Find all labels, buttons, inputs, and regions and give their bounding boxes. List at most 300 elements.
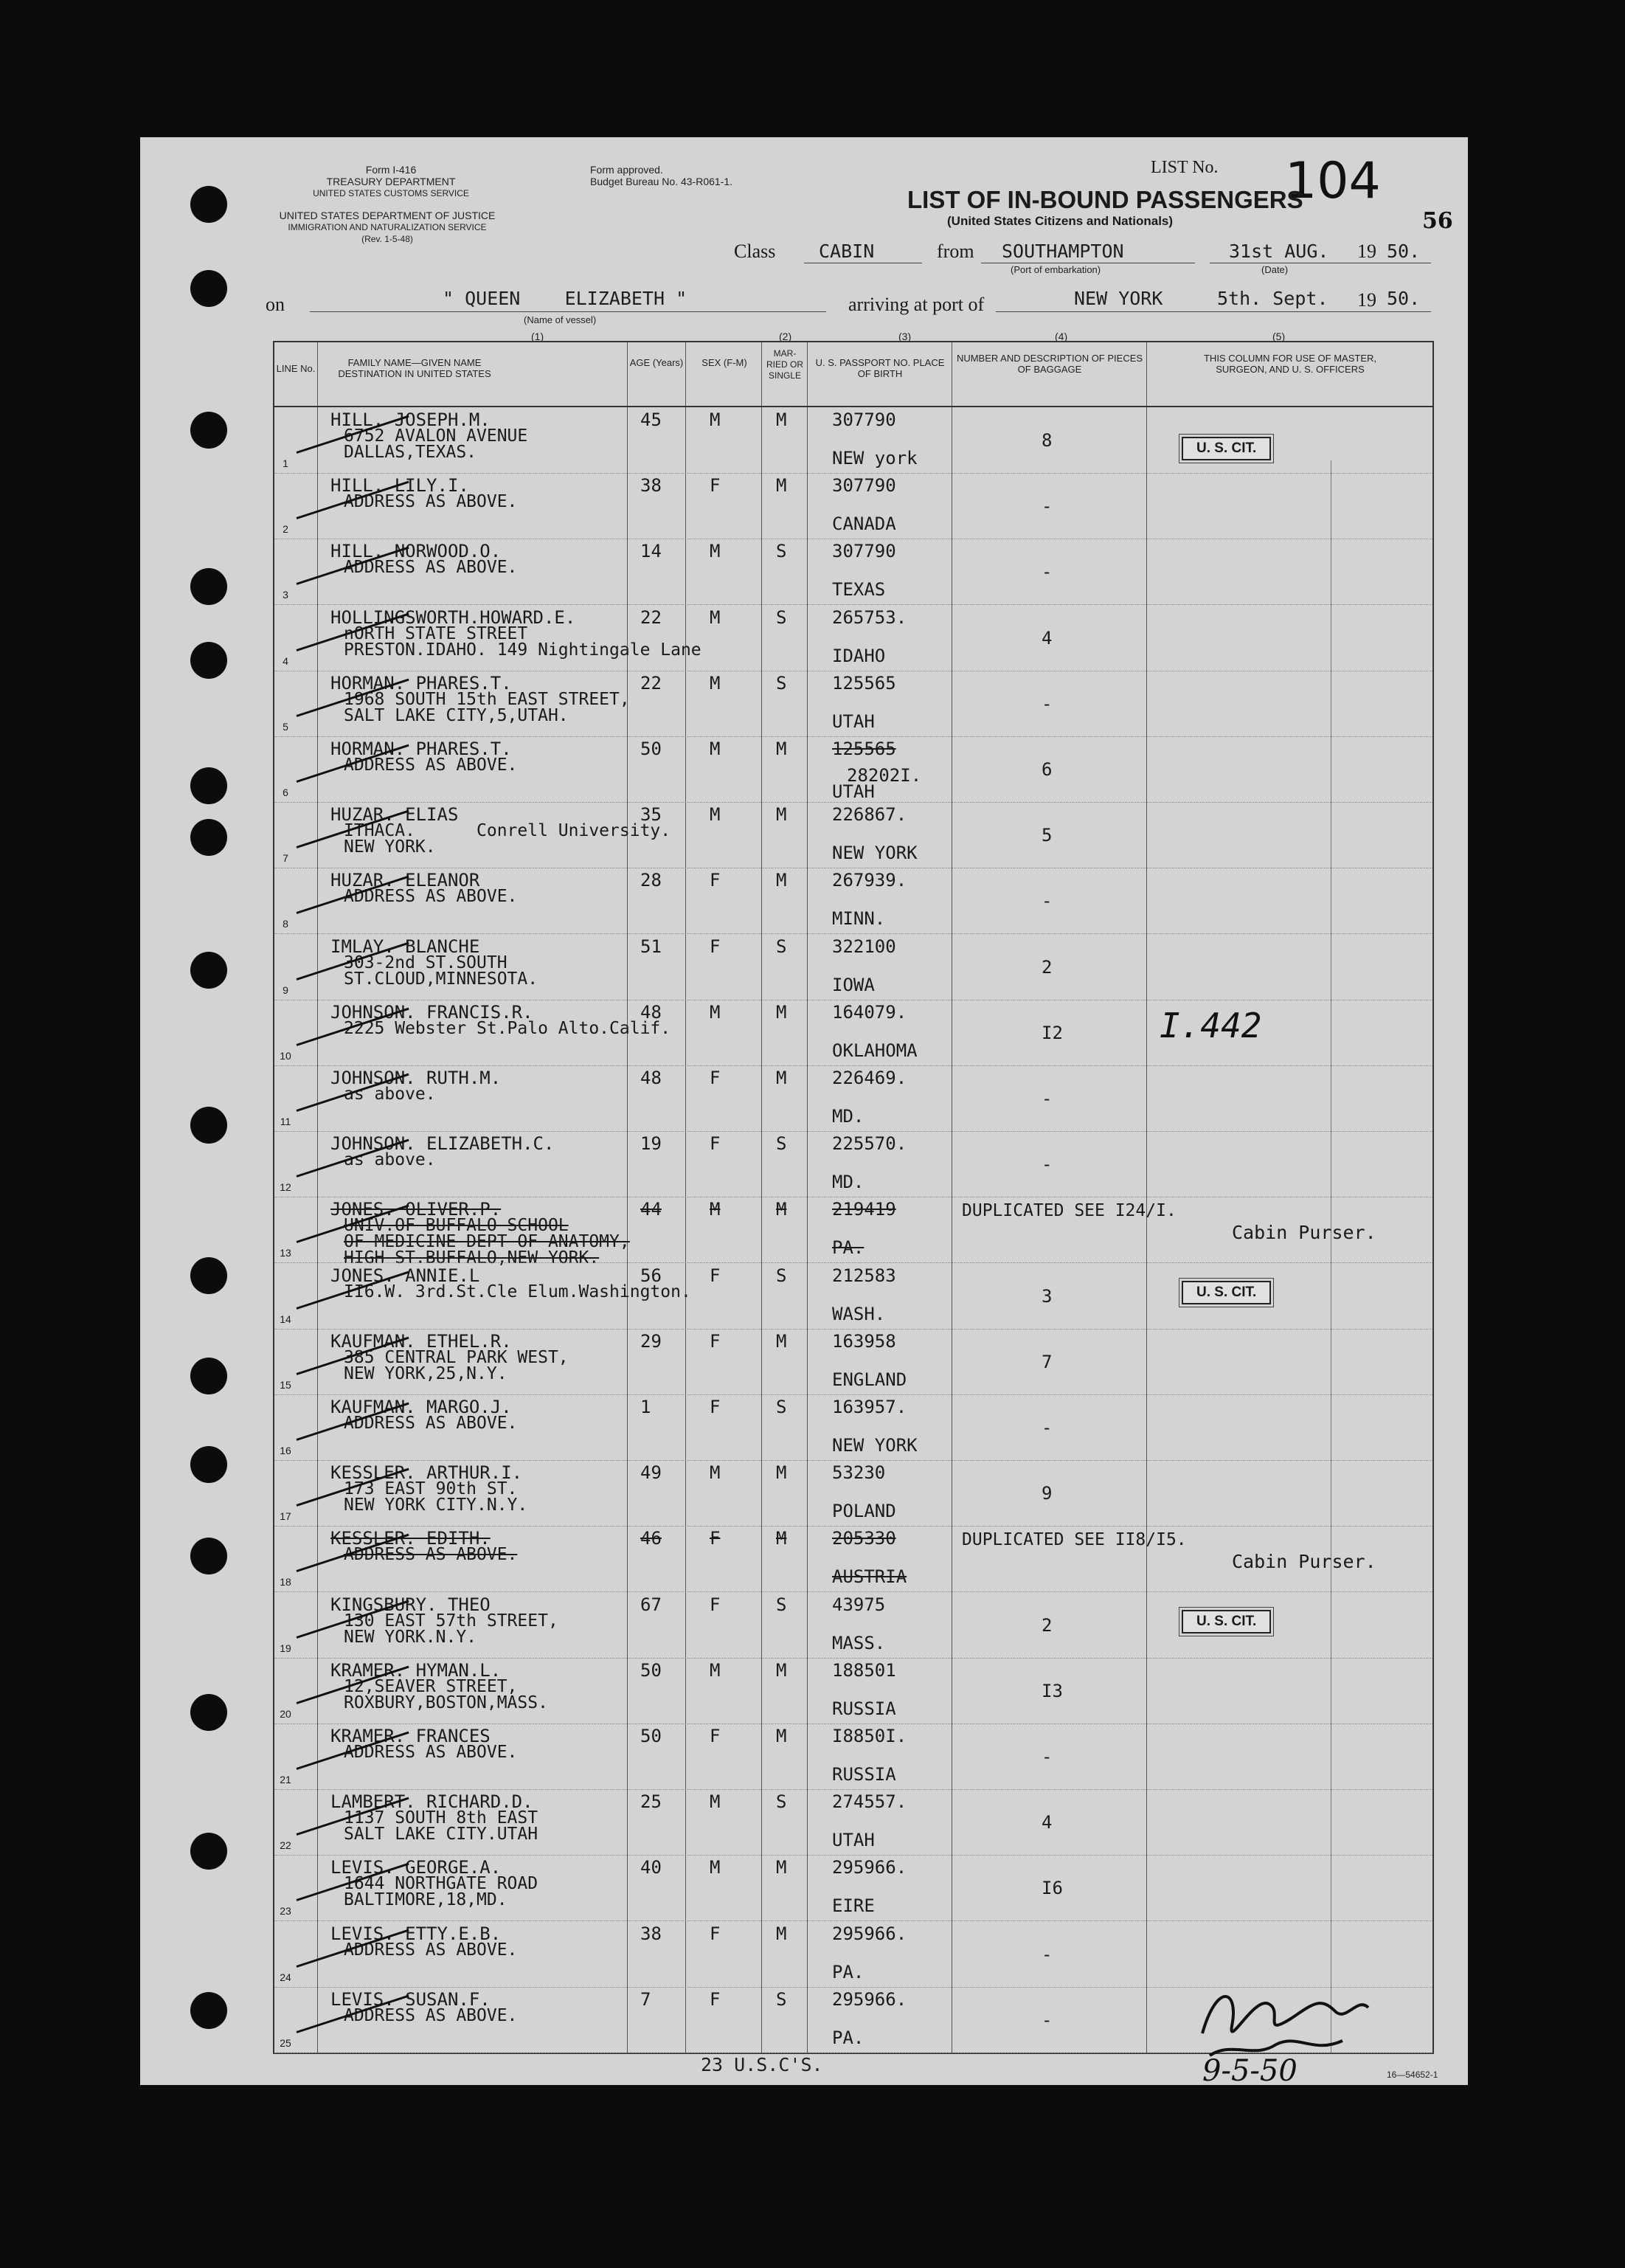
- marital-status: M: [776, 804, 787, 826]
- birth-place: MASS.: [832, 1632, 886, 1653]
- sex-value: F: [710, 870, 721, 891]
- marital-status: M: [776, 870, 787, 891]
- passenger-name: HOLLINGSWORTH.HOWARD.E.: [330, 606, 576, 628]
- sex-value: F: [710, 1923, 721, 1944]
- sex-value: F: [710, 475, 721, 497]
- line-number: 13: [280, 1247, 291, 1259]
- col-num-4: (4): [1055, 331, 1068, 342]
- punch-hole: [190, 1107, 227, 1144]
- passport-number: 322100: [832, 936, 896, 957]
- age-value: 50: [640, 739, 662, 759]
- passport-number: 307790: [832, 475, 896, 497]
- age-value: 35: [640, 804, 662, 826]
- line-number: 5: [283, 720, 288, 733]
- marital-status: S: [776, 1397, 787, 1417]
- destination-address: UNIV.OF BUFFALO SCHOOL OF MEDICINE DEPT OF ANATOMY, HIGH ST.BUFFALO,NEW YORK.: [344, 1216, 630, 1268]
- line-number: 19: [280, 1642, 291, 1654]
- baggage-count: -: [1042, 891, 1053, 912]
- sex-value: F: [710, 1265, 721, 1286]
- sex-value: M: [710, 541, 721, 562]
- passenger-name: KAUFMAN. ETHEL.R.: [330, 1330, 512, 1352]
- passport-number: 226469.: [832, 1068, 907, 1088]
- passenger-table: [273, 341, 1434, 2054]
- table-row: [274, 934, 1432, 1000]
- class-value: CABIN: [819, 241, 875, 262]
- sex-value: M: [710, 1791, 721, 1813]
- passenger-name: KESSLER. EDITH.: [330, 1528, 491, 1549]
- punch-hole: [190, 1257, 227, 1294]
- baggage-count: 8: [1042, 430, 1053, 451]
- table-row: [274, 1263, 1432, 1330]
- line-number: 12: [280, 1181, 291, 1194]
- passport-number: 307790: [832, 409, 896, 430]
- age-value: 14: [640, 541, 662, 562]
- passenger-name: IMLAY. BLANCHE: [330, 936, 480, 957]
- sex-value: F: [710, 1068, 721, 1088]
- passport-number: 163958: [832, 1330, 896, 1352]
- birth-place: RUSSIA: [832, 1764, 896, 1785]
- passport-number: 265753.: [832, 606, 907, 628]
- destination-address: ITHACA. Conrell University. NEW YORK.: [344, 821, 671, 857]
- marital-status: S: [776, 1265, 787, 1286]
- table-row: [274, 1592, 1432, 1659]
- punch-hole: [190, 1992, 227, 2029]
- passenger-name: KRAMER. HYMAN.L.: [330, 1659, 502, 1681]
- sex-value: F: [710, 1528, 721, 1549]
- age-value: 22: [640, 606, 662, 628]
- punch-hole: [190, 1538, 227, 1574]
- list-no-label: LIST No.: [1151, 158, 1219, 177]
- arrival-year-prefix: 19: [1357, 289, 1376, 311]
- age-value: 38: [640, 1923, 662, 1944]
- vessel-underline: [310, 311, 826, 312]
- punch-hole: [190, 1446, 227, 1483]
- passenger-name: KESSLER. ARTHUR.I.: [330, 1462, 523, 1484]
- passport-number: 274557.: [832, 1791, 907, 1813]
- us-citizen-stamp: U. S. CIT.: [1182, 1610, 1271, 1633]
- destination-address: 385 CENTRAL PARK WEST, NEW YORK,25,N.Y.: [344, 1347, 569, 1383]
- sex-value: F: [710, 1397, 721, 1417]
- sex-value: F: [710, 1133, 721, 1155]
- birth-place: UTAH: [832, 711, 875, 732]
- passenger-name: HORMAN. PHARES.T.: [330, 672, 512, 694]
- age-value: 67: [640, 1594, 662, 1615]
- destination-address: 130 EAST 57th STREET, NEW YORK.N.Y.: [344, 1611, 558, 1647]
- destination-address: ADDRESS AS ABOVE.: [344, 1940, 518, 1960]
- table-row: [274, 736, 1432, 803]
- col-name: FAMILY NAME—GIVEN NAME DESTINATION IN UNITED STATES: [338, 357, 491, 379]
- age-value: 56: [640, 1265, 662, 1286]
- vessel-name: " QUEEN ELIZABETH ": [443, 288, 687, 309]
- baggage-count: 3: [1042, 1285, 1053, 1307]
- marital-status: M: [776, 1857, 787, 1878]
- age-value: 25: [640, 1791, 662, 1813]
- sex-value: M: [710, 606, 721, 628]
- passport-number: 205330: [832, 1528, 896, 1549]
- passenger-name: HILL. NORWOOD.O.: [330, 541, 502, 562]
- marital-status: M: [776, 1001, 787, 1023]
- sex-value: M: [710, 739, 721, 759]
- passport-number: 267939.: [832, 870, 907, 891]
- passenger-name: KRAMER. FRANCES: [330, 1726, 491, 1746]
- baggage-count: I2: [1042, 1022, 1063, 1043]
- age-value: 29: [640, 1330, 662, 1352]
- line-number: 15: [280, 1378, 291, 1391]
- marital-status: M: [776, 739, 787, 759]
- marital-status: S: [776, 1133, 787, 1155]
- age-value: 38: [640, 475, 662, 497]
- passenger-name: LEVIS. GEORGE.A.: [330, 1857, 502, 1878]
- punch-hole: [190, 819, 227, 856]
- from-value: SOUTHAMPTON: [1002, 241, 1124, 262]
- col-officers: THIS COLUMN FOR USE OF MASTER, SURGEON, AND U. S. OFFICERS: [1203, 353, 1376, 375]
- birth-place: CANADA: [832, 514, 896, 535]
- sex-value: F: [710, 1726, 721, 1746]
- sex-value: M: [710, 804, 721, 826]
- page-title: LIST OF IN-BOUND PASSENGERS: [907, 186, 1303, 213]
- passenger-name: KINGSBURY. THEO: [330, 1594, 491, 1615]
- col-sex: SEX (F-M): [701, 357, 747, 368]
- age-value: 48: [640, 1068, 662, 1088]
- passenger-name: HORMAN. PHARES.T.: [330, 739, 512, 759]
- col-num-5: (5): [1272, 331, 1286, 342]
- year-prefix: 19: [1357, 241, 1376, 262]
- line-number: 7: [283, 852, 288, 865]
- age-value: 1: [640, 1397, 651, 1417]
- table-row: [274, 1000, 1432, 1066]
- age-value: 50: [640, 1659, 662, 1681]
- officer-annotation: I.442: [1160, 1005, 1262, 1045]
- birth-place: UTAH: [832, 1830, 875, 1851]
- on-label: on: [266, 294, 285, 315]
- birth-place: ENGLAND: [832, 1369, 907, 1390]
- passport-number: 225570.: [832, 1133, 907, 1155]
- port-embarkation-caption: (Port of embarkation): [1011, 264, 1101, 275]
- line-number: 4: [283, 654, 288, 667]
- departure-date: 31st AUG.: [1229, 241, 1329, 262]
- marital-status: M: [776, 475, 787, 497]
- destination-address: as above.: [344, 1150, 436, 1170]
- marital-status: S: [776, 541, 787, 562]
- table-row: [274, 1526, 1432, 1592]
- baggage-count: -: [1042, 496, 1053, 517]
- passport-number: I8850I.: [832, 1726, 907, 1746]
- birth-place: UTAH: [832, 781, 875, 802]
- table-row: [274, 605, 1432, 671]
- sex-value: F: [710, 1594, 721, 1615]
- age-value: 7: [640, 1988, 651, 2010]
- marital-status: S: [776, 1988, 787, 2010]
- birth-place: IDAHO: [832, 645, 886, 666]
- passport-number: 226867.: [832, 804, 907, 826]
- table-row: [274, 1131, 1432, 1197]
- table-row: [274, 671, 1432, 737]
- birth-place: NEW YORK: [832, 1435, 918, 1456]
- table-row: [274, 1789, 1432, 1856]
- sex-value: F: [710, 936, 721, 957]
- destination-address: ADDRESS AS ABOVE.: [344, 1545, 518, 1565]
- destination-address: as above.: [344, 1085, 436, 1104]
- passenger-name: KAUFMAN. MARGO.J.: [330, 1397, 512, 1417]
- list-number: 104: [1285, 152, 1381, 210]
- vessel-caption: (Name of vessel): [524, 314, 597, 325]
- birth-place: RUSSIA: [832, 1698, 896, 1719]
- marital-status: M: [776, 1528, 787, 1549]
- sex-value: M: [710, 1199, 721, 1220]
- col-num-1: (1): [531, 331, 544, 342]
- passenger-name: HUZAR. ELIAS: [330, 804, 459, 826]
- baggage-count: -: [1042, 693, 1053, 714]
- age-value: 40: [640, 1857, 662, 1878]
- sex-value: M: [710, 1001, 721, 1023]
- birth-place: IOWA: [832, 974, 875, 995]
- sex-value: M: [710, 1659, 721, 1681]
- passenger-name: JOHNSON. FRANCIS.R.: [330, 1001, 533, 1023]
- col-passport: U. S. PASSPORT NO. PLACE OF BIRTH: [815, 357, 945, 379]
- form-approved: Form approved.: [590, 164, 663, 176]
- line-number: 21: [280, 1774, 291, 1785]
- table-row: [274, 1065, 1432, 1132]
- baggage-count: -: [1042, 1746, 1053, 1767]
- line-number: 9: [283, 983, 288, 996]
- destination-address: II6.W. 3rd.St.Cle Elum.Washington.: [344, 1282, 691, 1301]
- punch-hole: [190, 1358, 227, 1394]
- passport-number: 164079.: [832, 1001, 907, 1023]
- punch-hole: [190, 412, 227, 449]
- baggage-count: I3: [1042, 1680, 1063, 1701]
- passenger-name: LEVIS. ETTY.E.B.: [330, 1923, 502, 1944]
- punch-hole: [190, 952, 227, 989]
- sex-value: F: [710, 1988, 721, 2010]
- line-number: 16: [280, 1445, 291, 1456]
- us-citizen-stamp: U. S. CIT.: [1182, 437, 1271, 460]
- passport-number: 295966.: [832, 1988, 907, 2010]
- destination-address: 2225 Webster St.Palo Alto.Calif.: [344, 1018, 671, 1038]
- destination-address: ADDRESS AS ABOVE.: [344, 756, 518, 775]
- manifest-page: [140, 137, 1468, 2088]
- birth-place: PA.: [832, 1237, 865, 1259]
- marital-status: M: [776, 1199, 787, 1220]
- passport-number: 43975: [832, 1594, 886, 1615]
- destination-address: ADDRESS AS ABOVE.: [344, 558, 518, 578]
- page-subtitle: (United States Citizens and Nationals): [947, 214, 1174, 228]
- inspector-signature: [1188, 1967, 1379, 2063]
- purser-note: Cabin Purser.: [1232, 1551, 1376, 1573]
- arrival-port: NEW YORK: [1074, 288, 1163, 309]
- col-married: MAR- RIED OR SINGLE: [766, 348, 803, 381]
- marital-status: S: [776, 672, 787, 694]
- baggage-count: 4: [1042, 1812, 1053, 1833]
- arriving-label: arriving at port of: [848, 294, 985, 315]
- birth-place: PA.: [832, 2027, 865, 2048]
- passport-number: 125565: [832, 739, 896, 759]
- rev-line: (Rev. 1-5-48): [361, 234, 413, 244]
- passport-number: 219419: [832, 1199, 896, 1220]
- age-value: 45: [640, 409, 662, 430]
- line-number: 20: [280, 1707, 291, 1720]
- passenger-name: HILL. JOSEPH.M.: [330, 409, 491, 430]
- purser-note: Cabin Purser.: [1232, 1222, 1376, 1244]
- birth-place: MINN.: [832, 908, 886, 930]
- destination-address: ADDRESS AS ABOVE.: [344, 1743, 518, 1762]
- table-row: [274, 1724, 1432, 1790]
- sex-value: M: [710, 1462, 721, 1484]
- from-label: from: [937, 241, 974, 262]
- birth-place: NEW york: [832, 448, 918, 469]
- arrival-date: 5th. Sept.: [1217, 288, 1328, 309]
- line-number: 23: [280, 1905, 291, 1918]
- baggage-count: -: [1042, 1154, 1053, 1175]
- destination-address: nORTH STATE STREET PRESTON.IDAHO. 149 Nightingale Lane: [344, 623, 701, 660]
- baggage-count: -: [1042, 2009, 1053, 2030]
- marital-status: S: [776, 1791, 787, 1813]
- baggage-count: -: [1042, 561, 1053, 583]
- table-row: [274, 802, 1432, 868]
- justice-line: UNITED STATES DEPARTMENT OF JUSTICE: [279, 210, 496, 221]
- birth-place: OKLAHOMA: [832, 1040, 918, 1061]
- destination-address: ADDRESS AS ABOVE.: [344, 887, 518, 907]
- line-number: 24: [280, 1971, 291, 1983]
- col-age: AGE (Years): [629, 357, 684, 368]
- destination-address: 6752 AVALON AVENUE DALLAS,TEXAS.: [344, 426, 528, 462]
- line-number: 3: [283, 589, 288, 601]
- baggage-count: -: [1042, 1417, 1053, 1438]
- line-number: 8: [283, 918, 288, 930]
- baggage-count: DUPLICATED SEE I24/I.: [962, 1201, 1177, 1221]
- corner-number: 56: [1422, 208, 1453, 234]
- form-number: Form I-416: [365, 164, 417, 176]
- punch-hole: [190, 642, 227, 679]
- us-citizen-stamp: U. S. CIT.: [1182, 1281, 1271, 1304]
- marital-status: M: [776, 1068, 787, 1088]
- baggage-count: 2: [1042, 956, 1053, 978]
- passport-number: 163957.: [832, 1397, 907, 1417]
- table-row: [274, 473, 1432, 539]
- birth-place: EIRE: [832, 1895, 875, 1917]
- footer-code: 16—54652-1: [1387, 2070, 1438, 2080]
- passenger-name: JONES. ANNIE.L: [330, 1265, 480, 1286]
- passenger-name: LEVIS. SUSAN.F.: [330, 1988, 491, 2010]
- marital-status: M: [776, 1462, 787, 1484]
- passenger-name: HUZAR. ELEANOR: [330, 870, 480, 891]
- marital-status: M: [776, 1726, 787, 1746]
- marital-status: M: [776, 409, 787, 430]
- table-row: [274, 1197, 1432, 1268]
- baggage-count: -: [1042, 1088, 1053, 1109]
- passenger-name: LAMBERT. RICHARD.D.: [330, 1791, 533, 1813]
- table-row: [274, 407, 1432, 474]
- arrival-underline: [996, 311, 1431, 312]
- passport-number: 125565: [832, 672, 896, 694]
- destination-address: 173 EAST 90th ST. NEW YORK CITY.N.Y.: [344, 1479, 528, 1515]
- birth-place: WASH.: [832, 1303, 886, 1324]
- destination-address: 303-2nd ST.SOUTH ST.CLOUD,MINNESOTA.: [344, 953, 538, 989]
- passenger-name: JONES. OLIVER.P.: [330, 1199, 502, 1220]
- marital-status: M: [776, 1659, 787, 1681]
- sex-value: F: [710, 1330, 721, 1352]
- punch-hole: [190, 270, 227, 307]
- sex-value: M: [710, 672, 721, 694]
- passenger-name: HILL. LILY.I.: [330, 475, 469, 497]
- age-value: 19: [640, 1133, 662, 1155]
- birth-place: MD.: [832, 1172, 865, 1193]
- destination-address: ADDRESS AS ABOVE.: [344, 492, 518, 512]
- birth-place: PA.: [832, 1961, 865, 1982]
- marital-status: S: [776, 606, 787, 628]
- age-value: 49: [640, 1462, 662, 1484]
- destination-address: 1968 SOUTH 15th EAST STREET, SALT LAKE CITY,5,UTAH.: [344, 689, 630, 725]
- age-value: 28: [640, 870, 662, 891]
- line-number: 14: [280, 1313, 291, 1325]
- signature-date: 9-5-50: [1202, 2054, 1297, 2088]
- table-row: [274, 539, 1432, 605]
- age-value: 48: [640, 1001, 662, 1023]
- line-number: 2: [283, 523, 288, 536]
- ins-line: IMMIGRATION AND NATURALIZATION SERVICE: [288, 222, 487, 232]
- table-row: [274, 868, 1432, 934]
- age-value: 44: [640, 1199, 662, 1220]
- line-number: 1: [283, 457, 288, 469]
- birth-place: MD.: [832, 1106, 865, 1127]
- date-caption: (Date): [1261, 264, 1289, 275]
- punch-hole: [190, 1833, 227, 1870]
- punch-hole: [190, 767, 227, 804]
- col-num-3: (3): [898, 331, 912, 342]
- col-baggage: NUMBER AND DESCRIPTION OF PIECES OF BAGGAGE: [956, 353, 1143, 375]
- passenger-name: JOHNSON. RUTH.M.: [330, 1068, 502, 1088]
- footer-count: 23 U.S.C'S.: [701, 2054, 823, 2075]
- baggage-count: 2: [1042, 1614, 1053, 1636]
- destination-address: 1644 NORTHGATE ROAD BALTIMORE,18,MD.: [344, 1874, 538, 1910]
- punch-hole: [190, 1694, 227, 1731]
- baggage-count: 7: [1042, 1351, 1053, 1372]
- punch-hole: [190, 568, 227, 605]
- col-num-2: (2): [779, 331, 792, 342]
- marital-status: S: [776, 936, 787, 957]
- line-number: 11: [280, 1116, 291, 1127]
- passport-number: 212583: [832, 1265, 896, 1286]
- treasury-line: TREASURY DEPARTMENT: [326, 176, 456, 187]
- punch-hole: [190, 186, 227, 223]
- age-value: 46: [640, 1528, 662, 1549]
- passport-number: 295966.: [832, 1923, 907, 1944]
- passport-number: 295966.: [832, 1857, 907, 1878]
- destination-address: 1137 SOUTH 8th EAST SALT LAKE CITY.UTAH: [344, 1808, 538, 1845]
- passport-number: 307790: [832, 541, 896, 562]
- departure-year: 50.: [1387, 241, 1421, 262]
- baggage-count: 9: [1042, 1483, 1053, 1504]
- table-row: [274, 1855, 1432, 1921]
- marital-status: M: [776, 1330, 787, 1352]
- baggage-count: I6: [1042, 1878, 1063, 1899]
- passport-number: 53230: [832, 1462, 886, 1484]
- line-number: 17: [280, 1510, 291, 1523]
- class-label: Class: [734, 241, 776, 262]
- passport-number: 188501: [832, 1659, 896, 1681]
- baggage-count: 6: [1042, 759, 1053, 780]
- col-line-no: LINE No.: [276, 363, 316, 374]
- destination-address: 12,SEAVER STREET, ROXBURY,BOSTON,MASS.: [344, 1676, 548, 1712]
- table-row: [274, 1658, 1432, 1724]
- table-row: [274, 1329, 1432, 1395]
- birth-place: NEW YORK: [832, 843, 918, 864]
- destination-address: ADDRESS AS ABOVE.: [344, 1414, 518, 1433]
- line-number: 10: [280, 1049, 291, 1062]
- line-number: 22: [280, 1839, 291, 1852]
- budget-bureau: Budget Bureau No. 43-R061-1.: [590, 176, 733, 187]
- age-value: 22: [640, 672, 662, 694]
- sex-value: M: [710, 1857, 721, 1878]
